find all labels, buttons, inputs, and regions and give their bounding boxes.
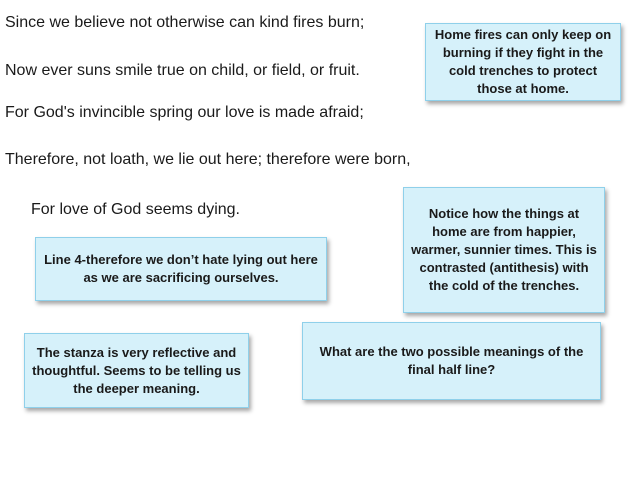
poem-line-2: Now ever suns smile true on child, or field, or fruit. — [5, 62, 360, 79]
note-stanza-reflective — [24, 333, 249, 408]
poem-line-4: Therefore, not loath, we lie out here; therefore were born, — [5, 151, 411, 168]
poem-line-5: For love of God seems dying. — [31, 201, 240, 218]
note-line-4 — [35, 237, 327, 301]
note-question-text: What are the two possible meanings of the final half line? — [319, 344, 584, 377]
note-notice-contrast — [403, 187, 605, 313]
note-home-fires — [425, 23, 621, 101]
note-stanza-reflective-text: The stanza is very reflective and thoughtful. Seems to be telling us the deeper meaning. — [32, 344, 241, 396]
note-notice-contrast-text: Notice how the things at home are from happier, warmer, sunnier times. This is contrasted (antithesis) with the cold of the trenches. — [411, 206, 597, 293]
poem-line-1: Since we believe not otherwise can kind fires burn; — [5, 14, 365, 31]
note-line-4-text: Line 4-therefore we don’t hate lying out here as we are sacrificing ourselves. — [44, 252, 318, 285]
note-question — [302, 322, 601, 400]
note-home-fires-text: Home fires can only keep on burning if they fight in the cold trenches to protect those at home. — [434, 27, 612, 96]
poem-line-3: For God's invincible spring our love is made afraid; — [5, 104, 364, 121]
